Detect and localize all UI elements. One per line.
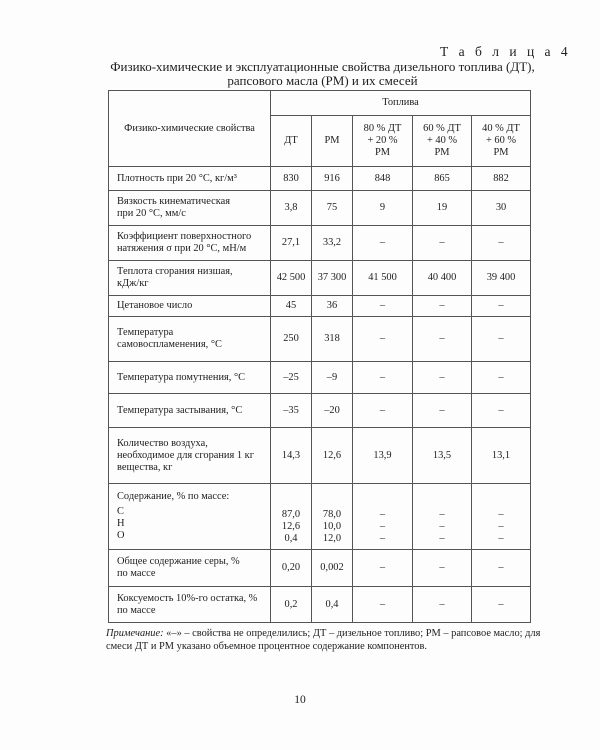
- value-cell-m40: 13,1: [472, 428, 531, 484]
- property-line: Вязкость кинематическая: [117, 196, 230, 207]
- property-line: самовоспламенения, °С: [117, 339, 222, 350]
- value-cell-dt: –25: [271, 362, 312, 394]
- value-cell-m40: 39 400: [472, 261, 531, 296]
- property-line: Коэффициент поверхностного: [117, 231, 252, 242]
- value-cell-m60: –: [413, 394, 472, 428]
- table-row: [109, 362, 531, 394]
- value-cell-dt: 3,8: [271, 191, 312, 226]
- caption-line-1: Физико-химические и эксплуатационные свойства дизельного топлива (ДТ),: [110, 59, 535, 74]
- table-row: [109, 317, 531, 362]
- table-row: [109, 587, 531, 623]
- table-row: [109, 550, 531, 587]
- value-cell-m80: [353, 484, 413, 550]
- header-line: РМ: [374, 147, 391, 158]
- value-cell-m60: –: [413, 296, 472, 317]
- value-line: 87,0: [281, 509, 301, 520]
- value-cell-rm: 37 300: [312, 261, 353, 296]
- table-row: [109, 428, 531, 484]
- property-line: Температура: [117, 327, 174, 338]
- value-cell-rm: 33,2: [312, 226, 353, 261]
- value-cell-m60: –: [413, 550, 472, 587]
- value-cell-m60: –: [413, 587, 472, 623]
- value-cell-m80: 9: [353, 191, 413, 226]
- property-cell: [109, 394, 271, 428]
- property-line: Температура помутнения, °С: [117, 371, 246, 383]
- fuels-group-header: Топлива: [271, 91, 531, 116]
- header-line: РМ: [493, 147, 509, 158]
- value-cell-dt: [271, 484, 312, 550]
- note-lead: Примечание:: [106, 628, 164, 639]
- value-cell-dt: –35: [271, 394, 312, 428]
- value-cell-rm: 916: [312, 167, 353, 191]
- table-row: [109, 484, 531, 550]
- table-row: [109, 296, 531, 317]
- property-line: Общее содержание серы, %: [117, 556, 240, 567]
- value-line: 10,0: [322, 521, 342, 532]
- value-cell-rm: –9: [312, 362, 353, 394]
- property-line: кДж/кг: [117, 278, 149, 289]
- column-header-mix-40: [472, 116, 531, 167]
- header-line: РМ: [434, 147, 450, 158]
- value-cell-dt: 45: [271, 296, 312, 317]
- table-note: [106, 627, 546, 653]
- property-cell: [109, 167, 271, 191]
- property-cell: [109, 191, 271, 226]
- value-cell-rm: 75: [312, 191, 353, 226]
- header-line: 40 % ДТ: [482, 123, 520, 134]
- header-line: 60 % ДТ: [423, 123, 461, 134]
- table-row: [109, 191, 531, 226]
- property-cell: [109, 550, 271, 587]
- property-line: Теплота сгорания низшая,: [117, 266, 233, 277]
- value-cell-rm: –20: [312, 394, 353, 428]
- value-cell-dt: 27,1: [271, 226, 312, 261]
- value-cell-m80: –: [353, 550, 413, 587]
- value-line: 78,0: [322, 509, 342, 520]
- table-row: [109, 167, 531, 191]
- value-cell-m40: –: [472, 226, 531, 261]
- value-line: –: [379, 533, 386, 544]
- header-line: + 60 %: [485, 135, 517, 146]
- properties-table: [108, 90, 531, 623]
- value-cell-m40: –: [472, 587, 531, 623]
- property-column-header: Физико-химические свойства: [109, 91, 271, 167]
- property-cell: [109, 296, 271, 317]
- column-header-mix-80: [353, 116, 413, 167]
- value-line: –: [439, 509, 445, 520]
- property-line: Содержание, % по массе:: [117, 491, 230, 502]
- property-line: при 20 °С, мм/с: [117, 208, 186, 219]
- header-line: + 40 %: [426, 135, 458, 146]
- value-cell-rm: [312, 484, 353, 550]
- table-number-label: Т а б л и ц а 4: [440, 44, 572, 59]
- column-header-dt: ДТ: [271, 116, 312, 167]
- property-cell: [109, 587, 271, 623]
- value-line: –: [439, 521, 445, 532]
- value-line: –: [498, 533, 504, 544]
- value-cell-m60: –: [413, 226, 472, 261]
- property-line: необходимое для сгорания 1 кг: [117, 449, 254, 461]
- table-row: [109, 261, 531, 296]
- property-cell: [109, 484, 271, 550]
- column-header-mix-60: [413, 116, 472, 167]
- value-cell-m60: [413, 484, 472, 550]
- value-cell-m80: –: [353, 587, 413, 623]
- table-row: [109, 394, 531, 428]
- value-line: –: [498, 521, 504, 532]
- value-line: 0,4: [284, 533, 298, 544]
- value-cell-m80: 41 500: [353, 261, 413, 296]
- note-text: «–» – свойства не определились; ДТ – дизельное топливо; РМ – рапсовое масло; для смеси ДТ и РМ указано объемное процентное содержание компонентов.: [106, 628, 541, 652]
- value-cell-m40: –: [472, 296, 531, 317]
- header-line: + 20 %: [367, 135, 398, 146]
- value-cell-m80: –: [353, 226, 413, 261]
- value-cell-m40: –: [472, 550, 531, 587]
- property-line: Коксуемость 10%-го остатка, %: [117, 592, 258, 604]
- value-line: 12,6: [281, 521, 301, 532]
- value-cell-m60: –: [413, 362, 472, 394]
- property-line: вещества, кг: [117, 461, 173, 473]
- property-line: Цетановое число: [117, 300, 193, 311]
- caption-line-2: рапсового масла (РМ) и их смесей: [227, 73, 418, 88]
- property-cell: [109, 226, 271, 261]
- value-cell-dt: 0,20: [271, 550, 312, 587]
- value-cell-m60: 40 400: [413, 261, 472, 296]
- property-cell: [109, 317, 271, 362]
- property-line: Плотность при 20 °С, кг/м³: [117, 172, 237, 184]
- column-header-rm: РМ: [312, 116, 353, 167]
- property-cell: [109, 362, 271, 394]
- property-line: Количество воздуха,: [117, 437, 208, 449]
- value-cell-rm: 0,002: [312, 550, 353, 587]
- property-cell: [109, 261, 271, 296]
- value-line: –: [379, 521, 386, 532]
- property-cell: [109, 428, 271, 484]
- table-caption: [95, 60, 550, 88]
- property-line: Н: [117, 518, 125, 529]
- value-cell-rm: 318: [312, 317, 353, 362]
- table-row: [109, 226, 531, 261]
- value-cell-m80: –: [353, 394, 413, 428]
- value-cell-m40: –: [472, 362, 531, 394]
- property-line: С: [117, 506, 124, 517]
- value-cell-dt: 250: [271, 317, 312, 362]
- property-line: по массе: [117, 568, 156, 579]
- value-cell-dt: 42 500: [271, 261, 312, 296]
- value-cell-m40: 30: [472, 191, 531, 226]
- value-cell-m40: [472, 484, 531, 550]
- value-cell-m60: 865: [413, 167, 472, 191]
- value-cell-m60: 13,5: [413, 428, 472, 484]
- property-line: О: [117, 530, 125, 541]
- value-cell-m80: –: [353, 317, 413, 362]
- value-line: –: [379, 509, 386, 520]
- value-cell-m40: –: [472, 317, 531, 362]
- value-cell-dt: 14,3: [271, 428, 312, 484]
- value-line: –: [498, 509, 504, 520]
- value-cell-m40: 882: [472, 167, 531, 191]
- value-cell-m80: –: [353, 296, 413, 317]
- header-line: 80 % ДТ: [363, 123, 402, 134]
- value-line: –: [439, 533, 445, 544]
- value-cell-dt: 830: [271, 167, 312, 191]
- property-line: Температура застывания, °С: [117, 404, 243, 416]
- value-line: 12,0: [322, 533, 342, 544]
- page-number: 10: [294, 694, 306, 706]
- value-cell-m60: –: [413, 317, 472, 362]
- value-cell-rm: 36: [312, 296, 353, 317]
- value-cell-m40: –: [472, 394, 531, 428]
- property-line: натяжения σ при 20 °С, мН/м: [117, 243, 247, 254]
- value-cell-rm: 0,4: [312, 587, 353, 623]
- value-cell-m80: –: [353, 362, 413, 394]
- value-cell-m80: 848: [353, 167, 413, 191]
- value-cell-rm: 12,6: [312, 428, 353, 484]
- value-cell-m80: 13,9: [353, 428, 413, 484]
- property-line: по массе: [117, 604, 156, 616]
- value-cell-m60: 19: [413, 191, 472, 226]
- value-cell-dt: 0,2: [271, 587, 312, 623]
